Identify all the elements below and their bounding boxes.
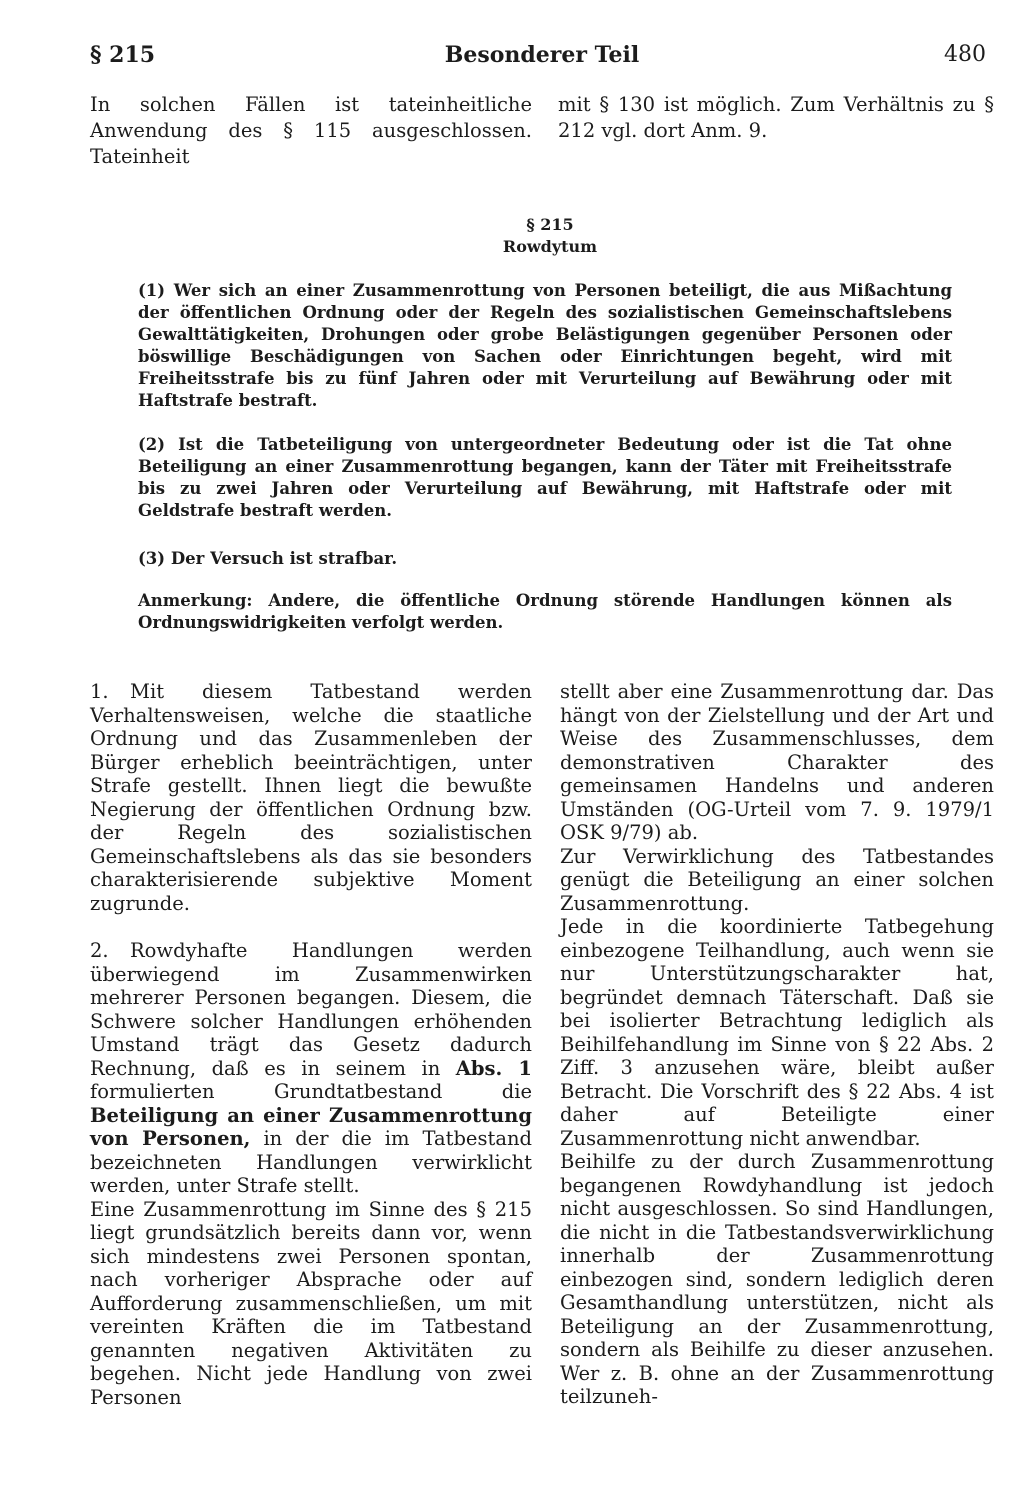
- running-header: [0, 42, 1024, 76]
- header-section: § 215: [90, 42, 156, 68]
- commentary-paragraph: Jede in die koordinierte Tatbegehung einbezogene Teilhandlung, auch wenn sie nur Unterstützungscharakter hat, begründet demnach Täterschaft. Daß sie bei isolierter Betrachtung lediglich als Beihilfehandlung im Sinne von § 22 Abs. 2 Ziff. 3 anzusehen wäre, bleibt außer Betracht. Die Vorschrift des § 22 Abs. 4 ist daher auf Beteiligte einer Zusammenrottung nicht anwendbar.: [560, 915, 994, 1150]
- note-number: 1.: [90, 680, 109, 703]
- commentary-paragraph: stellt aber eine Zusammenrottung dar. Das hängt von der Zielstellung und der Art und Weise des Zusammenschlusses, dem demonstrativen Charakter des gemeinsamen Handelns und anderen Umständen (OG-Urteil vom 7. 9. 1979/1 OSK 9/79) ab.: [560, 680, 994, 844]
- commentary-right-column: [560, 680, 994, 1409]
- commentary-paragraph: Eine Zusammenrottung im Sinne des § 215 liegt grundsätzlich bereits dann vor, wenn sich mindestens zwei Personen spontan, nach vorheriger Absprache oder auf Aufforderung zusammenschließen, um mit vereinten Kräften die im Tatbestand genannten negativen Aktivitäten zu begehen. Nicht jede Handlung von zwei Personen: [90, 1197, 532, 1409]
- commentary-note-2: 2. Rowdyhafte Handlungen werden überwiegend im Zusammenwirken mehrerer Personen begangen. Diesem, die Schwere solcher Handlungen erhöhenden Umstand trägt das Gesetz dadurch Rechnung, daß es in seinem in Abs. 1 formulierten Grundtatbestand die Beteiligung an einer Zusammenrottung von Personen, in der die im Tatbestand bezeichneten Handlungen verwirklicht werden, unter Strafe stellt.: [90, 939, 533, 1197]
- note-number: 2.: [90, 939, 109, 962]
- commentary-paragraph: Beihilfe zu der durch Zusammenrottung begangenen Rowdyhandlung ist jedoch nicht ausgeschlossen. So sind Handlungen, die nicht in die Tatbestandsverwirklichung innerhalb der Zusammenrottung einbezogen sind, sondern lediglich deren Gesamthandlung unterstützen, nicht als Beteiligung an der Zusammenrottung, sondern als Beihilfe zu dieser anzusehen. Wer z. B. ohne an der Zusammenrottung teilzuneh-: [560, 1150, 994, 1408]
- law-section-title: Rowdytum: [502, 237, 598, 256]
- page-number: 480: [944, 42, 986, 67]
- commentary-left-column: [90, 680, 532, 1409]
- continued-text-right: mit § 130 ist möglich. Zum Verhältnis zu § 212 vgl. dort Anm. 9.: [558, 93, 994, 142]
- commentary-paragraph: Zur Verwirklichung des Tatbestandes genügt die Beteiligung an einer solchen Zusammenrottung.: [560, 844, 994, 915]
- law-heading: [0, 214, 1024, 258]
- header-title: Besonderer Teil: [444, 42, 640, 68]
- commentary-note-1: 1. Mit diesem Tatbestand werden Verhaltensweisen, welche die staatliche Ordnung und das Zusammenleben der Bürger erheblich beeinträchtigen, unter Strafe gestellt. Ihnen liegt die bewußte Negierung der öffentlichen Ordnung bzw. der Regeln des sozialistischen Gemeinschaftslebens als das sie besonders charakterisierende subjektive Moment zugrunde.: [90, 680, 532, 915]
- continued-text-left: In solchen Fällen ist tateinheitliche Anwendung des § 115 ausgeschlossen. Tateinheit: [90, 93, 532, 168]
- law-paragraph-1: (1) Wer sich an einer Zusammenrottung von Personen beteiligt, die aus Mißachtung der öffentlichen Ordnung oder der Regeln des sozialistischen Gemeinschaftslebens Gewalttätigkeiten, Drohungen oder grobe Belästigungen gegenüber Personen oder böswillige Beschädigungen von Sachen oder Einrichtungen begeht, wird mit Freiheitsstrafe bis zu fünf Jahren oder mit Verurteilung auf Bewährung oder mit Haftstrafe bestraft.: [138, 281, 952, 410]
- law-paragraph-3: (3) Der Versuch ist strafbar.: [138, 549, 398, 568]
- law-paragraph-2: (2) Ist die Tatbeteiligung von untergeordneter Bedeutung oder ist die Tat ohne Beteiligung an einer Zusammenrottung begangen, kann der Täter mit Freiheitsstrafe bis zu zwei Jahren oder Verurteilung auf Bewährung, mit Haftstrafe oder mit Geldstrafe bestraft werden.: [138, 435, 952, 520]
- law-note: Anmerkung: Andere, die öffentliche Ordnung störende Handlungen können als Ordnungswidrigkeiten verfolgt werden.: [138, 591, 952, 632]
- law-section-number: § 215: [526, 215, 574, 234]
